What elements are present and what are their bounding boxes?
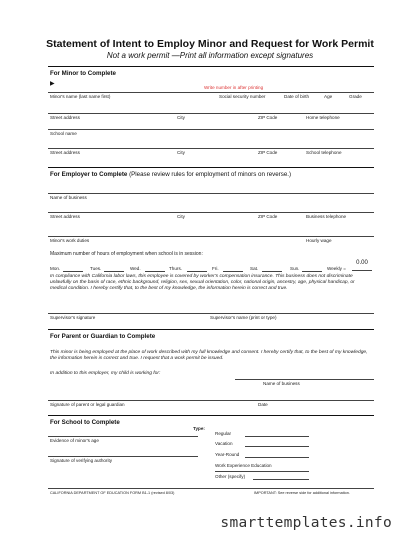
day-fri-label: Fri. xyxy=(212,266,219,271)
form-title: Statement of Intent to Employ Minor and Request for Work Permit xyxy=(46,38,374,50)
day-mon-label: Mon. xyxy=(50,266,61,271)
day-tues-label: Tues. xyxy=(90,266,102,271)
minor-name-line[interactable] xyxy=(48,92,374,93)
supervisor-signature-label: Supervisor's signature xyxy=(50,315,96,320)
employer-section-heading xyxy=(50,171,291,178)
business-telephone-label: Business telephone xyxy=(306,214,347,219)
parent-section-heading: For Parent or Guardian to Complete xyxy=(50,333,156,340)
other-business-name-label: Name of business xyxy=(263,381,300,386)
business-city-label: City xyxy=(177,214,185,219)
section-divider xyxy=(48,415,374,416)
type-other-label: Other (specify) xyxy=(215,474,246,479)
business-zip-label: ZIP Code xyxy=(258,214,278,219)
minor-section-heading: For Minor to Complete xyxy=(50,70,116,77)
parent-consent-statement: This minor is being employed at the place of work described with my full knowledge and consent. I hereby certify that, to the best of my knowledge, the information herein is correct and true. I request that a work permit be issued. xyxy=(50,350,368,362)
school-street-label: Street address xyxy=(50,150,80,155)
school-name-line[interactable] xyxy=(48,129,374,130)
parent-date-label: Date xyxy=(258,402,268,407)
minor-street-label: Street address xyxy=(50,115,80,120)
type-other-field[interactable] xyxy=(253,479,309,480)
business-address-line[interactable] xyxy=(48,212,374,213)
verifying-signature-line[interactable] xyxy=(48,456,198,457)
verifying-signature-label: Signature of verifying authority xyxy=(50,458,113,463)
type-work-experience-field[interactable] xyxy=(215,471,309,472)
evidence-of-age-line[interactable] xyxy=(48,436,198,437)
school-zip-label: ZIP Code xyxy=(258,150,278,155)
watermark-text: smarttemplates.info xyxy=(220,515,392,531)
school-section-heading: For School to Complete xyxy=(50,419,120,426)
section-divider xyxy=(48,329,374,330)
type-year-round-label: Year-Round xyxy=(215,452,240,457)
day-sat-label: Sat. xyxy=(250,266,259,271)
business-name-label: Name of business xyxy=(50,195,87,200)
type-work-experience-label: Work Experience Education xyxy=(215,463,272,468)
wed-hours-field[interactable] xyxy=(145,271,165,272)
thurs-hours-field[interactable] xyxy=(187,271,207,272)
ssn-red-note: Write number in after printing xyxy=(204,85,264,90)
arrow-icon: ▶ xyxy=(50,81,55,87)
evidence-of-age-label: Evidence of minor's age xyxy=(50,438,99,443)
grade-label: Grade xyxy=(349,94,362,99)
supervisor-name-label: Supervisor's name (print or type) xyxy=(210,315,277,320)
school-name-label: School name xyxy=(50,131,77,136)
weekly-label: Weekly = xyxy=(327,266,346,271)
minor-city-label: City xyxy=(177,115,185,120)
footer-form-id: CALIFORNIA DEPARTMENT OF EDUCATION FORM B1-1 (revised 8/03) xyxy=(50,491,175,495)
home-telephone-label: Home telephone xyxy=(306,115,340,120)
other-business-name-line[interactable] xyxy=(235,379,374,380)
type-year-round-field[interactable] xyxy=(245,457,309,458)
tues-hours-field[interactable] xyxy=(104,271,124,272)
weekly-total-field[interactable]: 0.00 xyxy=(352,260,372,271)
day-thurs-label: Thurs. xyxy=(169,266,183,271)
max-hours-label: Maximum number of hours of employment when school is in session: xyxy=(50,251,203,257)
footer-important-note: IMPORTANT: See reverse side for additional information. xyxy=(254,491,350,495)
parent-signature-line[interactable] xyxy=(48,400,374,401)
section-divider xyxy=(48,167,374,168)
work-duties-label: Minor's work duties xyxy=(50,238,90,243)
minor-zip-label: ZIP Code xyxy=(258,115,278,120)
day-sun-label: Sun. xyxy=(290,266,300,271)
form-subtitle: Not a work permit —Print all information except signatures xyxy=(106,51,314,60)
footer-divider xyxy=(48,488,374,489)
sun-hours-field[interactable] xyxy=(302,271,322,272)
age-label: Age xyxy=(324,94,333,99)
additional-employer-text: In addition to this employer, my child is working for: xyxy=(50,371,161,376)
employer-heading-text: For Employer to Complete xyxy=(50,171,128,178)
supervisor-signature-line[interactable] xyxy=(48,313,374,314)
school-address-line[interactable] xyxy=(48,148,374,149)
school-city-label: City xyxy=(177,150,185,155)
work-duties-line[interactable] xyxy=(48,236,374,237)
type-regular-label: Regular xyxy=(215,431,232,436)
employer-heading-note: (Please review rules for employment of minors on reverse.) xyxy=(129,171,292,178)
ssn-label: Social security number xyxy=(219,94,266,99)
type-regular-field[interactable] xyxy=(245,436,309,437)
type-vacation-field[interactable] xyxy=(245,446,309,447)
compliance-statement: In compliance with California labor laws, this employee is covered by worker's compensation insurance. This business does not discriminate unlawfully on the basis of race, ethnic background, religion, sex, sexual orientation, color, national origin, ancestry, age, physical handicap, or medical condition. I hereby certify that, to the best of my knowledge, the information herein is correct and true. xyxy=(50,274,355,292)
permit-type-label: Type: xyxy=(193,426,205,431)
fri-hours-field[interactable] xyxy=(223,271,243,272)
section-divider xyxy=(48,66,374,67)
minor-name-label: Minor's name (last name first) xyxy=(50,94,111,99)
school-telephone-label: School telephone xyxy=(306,150,342,155)
type-vacation-label: Vacation xyxy=(215,441,233,446)
business-name-line[interactable] xyxy=(48,193,374,194)
business-street-label: Street address xyxy=(50,214,80,219)
day-wed-label: Wed. xyxy=(130,266,141,271)
parent-signature-label: Signature of parent or legal guardian xyxy=(50,402,125,407)
dob-label: Date of birth xyxy=(284,94,310,99)
minor-address-line[interactable] xyxy=(48,113,374,114)
mon-hours-field[interactable] xyxy=(63,271,83,272)
sat-hours-field[interactable] xyxy=(262,271,282,272)
hourly-wage-label: Hourly wage xyxy=(306,238,332,243)
